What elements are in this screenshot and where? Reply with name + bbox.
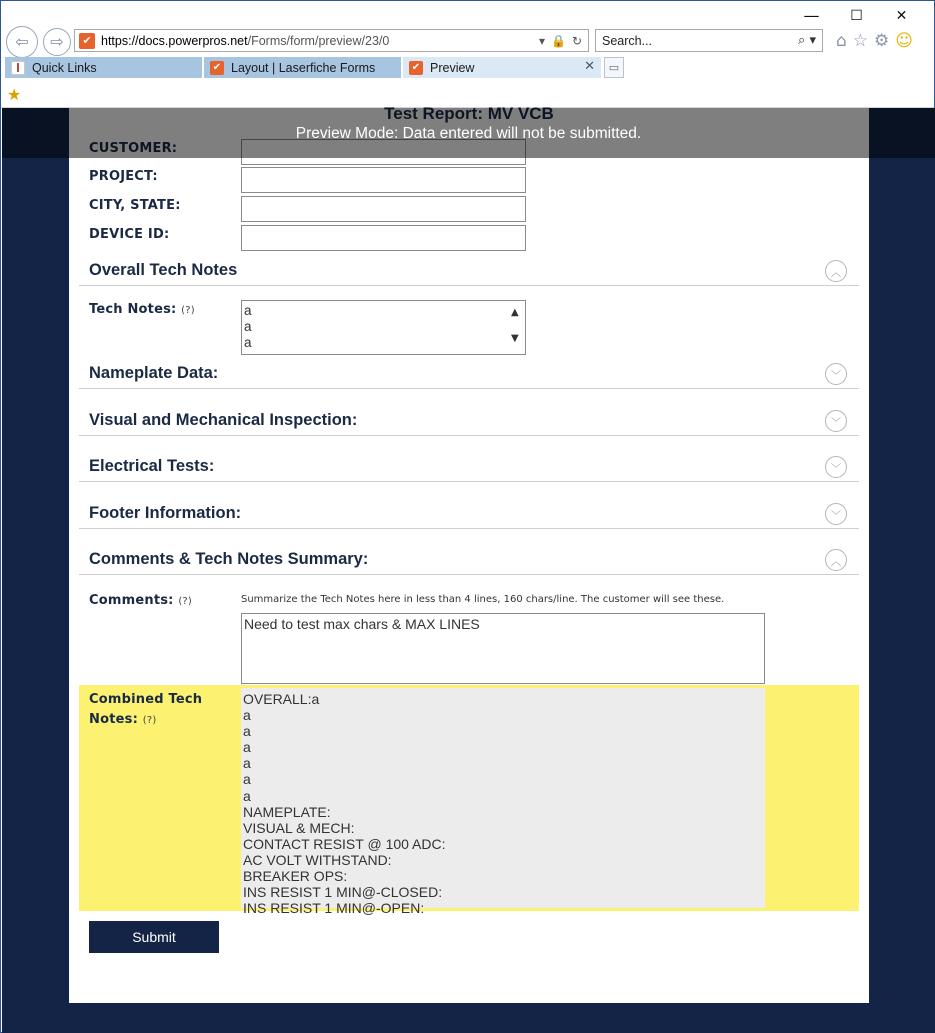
section-overall-tech-notes[interactable] xyxy=(79,256,859,286)
combined-label-line2: Notes: xyxy=(89,712,138,727)
quick-links-icon: ǀ xyxy=(11,61,25,75)
combined-line: a xyxy=(243,771,251,788)
close-tab-icon[interactable]: ✕ xyxy=(584,59,595,74)
new-tab-icon: ▭ xyxy=(608,61,620,74)
form-card xyxy=(69,108,869,1003)
laserfiche-icon: ✔ xyxy=(210,61,224,75)
tech-notes-line: a xyxy=(244,335,252,351)
tech-notes-label-text: Tech Notes: xyxy=(89,302,177,317)
dropdown-icon[interactable]: ▾ xyxy=(538,33,545,48)
window-controls xyxy=(789,6,924,26)
chevron-up-icon[interactable]: ︿ xyxy=(825,260,847,282)
submit-button[interactable]: Submit xyxy=(89,921,219,953)
combined-label-line1: Combined Tech xyxy=(89,692,203,707)
preview-banner-text: Preview Mode: Data entered will not be submitted. xyxy=(295,125,642,142)
combined-line: a xyxy=(243,723,251,740)
tech-notes-line: a xyxy=(244,319,252,335)
address-icons xyxy=(539,34,588,48)
combined-line: a xyxy=(243,707,251,724)
new-tab-button[interactable] xyxy=(604,57,624,78)
address-bar[interactable] xyxy=(74,29,589,52)
chevron-up-icon[interactable]: ︿ xyxy=(825,549,847,571)
section-footer-information[interactable] xyxy=(79,499,859,529)
device-id-label: DEVICE ID: xyxy=(89,227,170,242)
combined-line: VISUAL & MECH: xyxy=(243,819,355,836)
page-viewport xyxy=(2,108,935,1033)
section-title: Nameplate Data: xyxy=(89,364,219,382)
close-window-icon[interactable]: ✕ xyxy=(895,8,908,24)
comments-value: Need to test max chars & MAX LINES xyxy=(244,616,480,632)
add-favorites-icon[interactable]: ★ xyxy=(7,85,22,104)
tab-label: Layout | Laserfiche Forms xyxy=(231,60,376,75)
combined-line: CONTACT RESIST @ 100 ADC: xyxy=(243,835,446,852)
section-title: Visual and Mechanical Inspection: xyxy=(89,411,358,429)
chevron-down-icon[interactable]: ﹀ xyxy=(825,363,847,385)
minimize-icon[interactable]: — xyxy=(803,6,820,25)
tech-notes-textarea[interactable] xyxy=(241,300,526,355)
combined-notes-label xyxy=(89,690,202,731)
tab-quick-links[interactable] xyxy=(5,57,202,78)
refresh-icon[interactable]: ↻ xyxy=(571,33,582,48)
tab-strip xyxy=(1,57,934,78)
combined-line: AC VOLT WITHSTAND: xyxy=(243,851,392,868)
chevron-down-icon[interactable]: ﹀ xyxy=(825,503,847,525)
address-url[interactable]: https://docs.powerpros.net/Forms/form/preview/23/0 xyxy=(101,33,390,48)
laserfiche-icon: ✔ xyxy=(409,61,423,75)
combined-line: INS RESIST 1 MIN@-OPEN: xyxy=(243,900,425,917)
back-button[interactable] xyxy=(6,26,38,58)
smiley-feedback-icon[interactable]: ☺ xyxy=(895,31,914,51)
arrow-right-icon: ⇨ xyxy=(50,34,64,51)
search-input[interactable] xyxy=(595,29,823,52)
combined-line: a xyxy=(243,739,251,756)
section-electrical-tests[interactable] xyxy=(79,452,859,482)
project-label: PROJECT: xyxy=(89,169,158,184)
project-field[interactable] xyxy=(241,167,526,193)
tech-notes-lines xyxy=(244,303,523,352)
help-icon[interactable]: (?) xyxy=(178,596,193,607)
tech-notes-line: a xyxy=(244,303,252,318)
comments-textarea[interactable] xyxy=(241,613,765,684)
combined-line: OVERALL:a xyxy=(243,691,320,707)
city-state-field[interactable] xyxy=(241,196,526,222)
tech-notes-label xyxy=(89,302,195,317)
search-icon[interactable]: ⌕ ▾ xyxy=(798,33,816,48)
toolbar-icons xyxy=(836,31,913,51)
device-id-field[interactable] xyxy=(241,225,526,251)
section-comments-summary[interactable] xyxy=(79,545,859,575)
combined-line: BREAKER OPS: xyxy=(243,868,348,885)
tab-label: Quick Links xyxy=(32,60,97,75)
forward-button[interactable] xyxy=(43,28,71,56)
section-nameplate-data[interactable] xyxy=(79,359,859,389)
combined-line: a xyxy=(243,755,251,772)
textarea-scrollbar[interactable] xyxy=(511,305,523,347)
section-visual-mechanical[interactable] xyxy=(79,406,859,436)
chevron-down-icon[interactable]: ﹀ xyxy=(825,456,847,478)
tab-preview[interactable] xyxy=(403,57,601,78)
comments-hint: Summarize the Tech Notes here in less than 4 lines, 160 chars/line. The customer will see these. xyxy=(241,594,725,605)
combined-line: a xyxy=(243,787,251,804)
maximize-icon[interactable]: ☐ xyxy=(850,8,863,24)
scroll-up-icon[interactable]: ▲ xyxy=(511,307,519,318)
combined-tech-notes-block xyxy=(79,685,859,917)
combined-line: INS RESIST 1 MIN@-CLOSED: xyxy=(243,884,443,901)
preview-banner xyxy=(2,108,935,158)
comments-label xyxy=(89,593,192,608)
city-state-label: CITY, STATE: xyxy=(89,198,181,213)
combined-notes-textarea[interactable] xyxy=(241,688,765,917)
help-icon[interactable]: (?) xyxy=(181,305,195,316)
tab-layout[interactable] xyxy=(204,57,401,78)
arrow-left-icon: ⇦ xyxy=(15,34,29,51)
tab-label: Preview xyxy=(430,60,475,75)
search-placeholder: Search... xyxy=(602,33,653,48)
section-title: Electrical Tests: xyxy=(89,457,215,475)
navigation-bar xyxy=(1,25,934,57)
help-icon[interactable]: (?) xyxy=(142,715,157,726)
chevron-down-icon[interactable]: ﹀ xyxy=(825,410,847,432)
lock-icon[interactable]: 🔒 xyxy=(550,33,566,48)
section-title: Comments & Tech Notes Summary: xyxy=(89,550,369,568)
comments-label-text: Comments: xyxy=(89,593,174,608)
scroll-down-icon[interactable]: ▼ xyxy=(511,332,519,344)
home-icon[interactable]: ⌂ xyxy=(836,31,847,51)
section-title: Overall Tech Notes xyxy=(89,261,238,279)
section-title: Footer Information: xyxy=(89,504,242,522)
combined-line: NAMEPLATE: xyxy=(243,803,331,820)
site-favicon-icon: ✔ xyxy=(79,33,95,49)
gear-icon[interactable]: ⚙ xyxy=(874,31,890,51)
favorites-star-icon[interactable]: ☆ xyxy=(852,31,869,51)
